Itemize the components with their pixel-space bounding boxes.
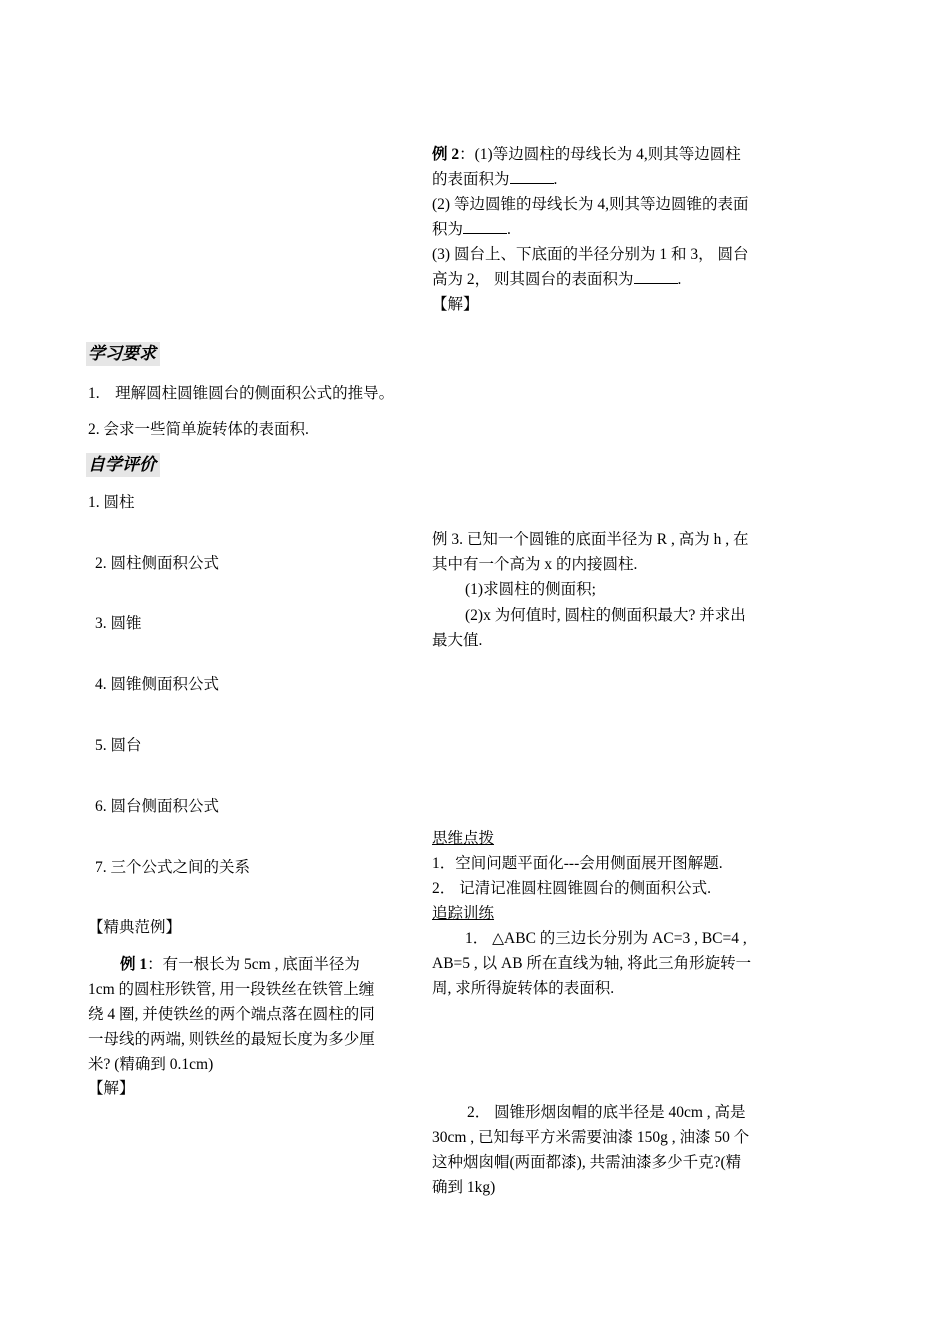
ex2-line-4-text: 积为: [432, 221, 464, 238]
self-eval-item: 2. 圆柱侧面积公式: [95, 555, 220, 572]
ex2-label: 例 2: [432, 146, 460, 163]
ex3-line-2: 其中有一个高为 x 的内接圆柱.: [432, 556, 638, 573]
ex2-line-4-end: .: [507, 221, 511, 238]
ex2-line-5: (3) 圆台上、下底面的半径分别为 1 和 3， 圆台: [432, 246, 749, 263]
examples-heading: 【精典范例】: [88, 919, 182, 936]
training-q1-line-2: AB=5 , 以 AB 所在直线为轴, 将此三角形旋转一: [432, 955, 752, 972]
thinking-item-2: 2． 记清记准圆柱圆锥圆台的侧面积公式.: [432, 880, 712, 897]
section-heading-requirements: 学习要求: [86, 342, 160, 366]
ex2-line-2: [432, 167, 557, 192]
ex1-line-5: 米? (精确到 0.1cm): [88, 1056, 214, 1073]
ex3-line-3: (1)求圆柱的侧面积;: [465, 581, 596, 598]
ex1-line-2: 1cm 的圆柱形铁管, 用一段铁丝在铁管上缠: [88, 981, 375, 998]
ex2-line-3: (2) 等边圆锥的母线长为 4,则其等边圆锥的表面: [432, 196, 749, 213]
ex2-line-6: [432, 267, 681, 292]
training-q2-line-3: 这种烟囱帽(两面都漆), 共需油漆多少千克?(精: [432, 1154, 742, 1171]
training-heading: 追踪训练: [432, 905, 495, 922]
ex3-line-1: 例 3. 已知一个圆锥的底面半径为 R , 高为 h , 在: [432, 531, 749, 548]
answer-blank: [634, 269, 678, 284]
training-q2-line-4: 确到 1kg): [432, 1179, 496, 1196]
ex1-line-3: 绕 4 圈, 并使铁丝的两个端点落在圆柱的同: [88, 1006, 375, 1023]
self-eval-item: 5. 圆台: [95, 737, 142, 754]
self-eval-item: 7. 三个公式之间的关系: [95, 859, 251, 876]
ex2-line-2-end: .: [553, 171, 558, 188]
ex2-line-6-text: 高为 2， 则其圆台的表面积为: [432, 271, 634, 288]
section-heading-self-eval: 自学评价: [86, 453, 160, 477]
requirement-item-2: 2. 会求一些简单旋转体的表面积.: [88, 421, 309, 438]
training-q2-line-1: 2． 圆锥形烟囱帽的底半径是 40cm , 高是: [467, 1104, 746, 1121]
ex3-line-4: (2)x 为何值时, 圆柱的侧面积最大? 并求出: [465, 607, 746, 624]
ex2-line-2-text: 的表面积为: [432, 171, 510, 188]
ex2-solution-label: 【解】: [432, 296, 479, 313]
ex3-line-5: 最大值.: [432, 632, 483, 649]
training-q1-line-3: 周, 求所得旋转体的表面积.: [432, 980, 615, 997]
answer-blank: [510, 169, 554, 184]
ex2-line-1: [432, 142, 741, 167]
requirement-item-1: 1. 理解圆柱圆锥圆台的侧面积公式的推导。: [88, 385, 395, 402]
answer-blank: [463, 219, 507, 234]
training-q2-line-2: 30cm , 已知每平方米需要油漆 150g , 油漆 50 个: [432, 1129, 750, 1146]
self-eval-item: 1. 圆柱: [88, 494, 135, 511]
ex1-label: 例 1: [120, 956, 148, 973]
ex1-line-1-text: ：有一根长为 5cm , 底面半径为: [147, 956, 360, 973]
self-eval-item: 3. 圆锥: [95, 615, 142, 632]
ex2-line-4: [432, 217, 511, 242]
training-q1-line-1: 1． △ABC 的三边长分别为 AC=3 , BC=4 ,: [465, 930, 747, 947]
self-eval-item: 4. 圆锥侧面积公式: [95, 676, 220, 693]
ex1-line-4: 一母线的两端, 则铁丝的最短长度为多少厘: [88, 1031, 375, 1048]
self-eval-item: 6. 圆台侧面积公式: [95, 798, 220, 815]
ex2-line-6-end: .: [677, 271, 682, 288]
ex1-line-1: [120, 952, 360, 977]
thinking-item-1: 1．空间问题平面化---会用侧面展开图解题.: [432, 855, 723, 872]
ex1-solution-label: 【解】: [88, 1080, 135, 1097]
ex2-line-1-text: ：(1)等边圆柱的母线长为 4,则其等边圆柱: [459, 146, 741, 163]
thinking-heading: 思维点拨: [432, 830, 495, 847]
